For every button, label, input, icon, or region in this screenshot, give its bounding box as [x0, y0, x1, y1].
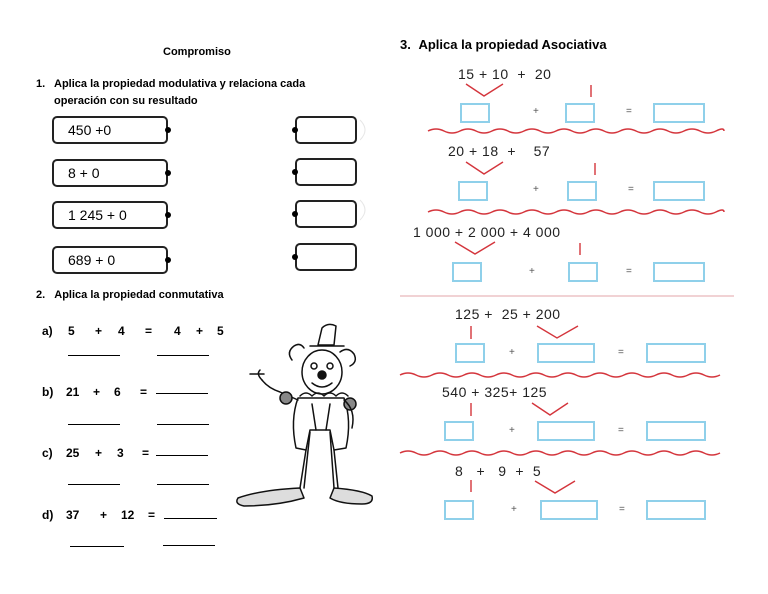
- equals-sign: =: [145, 324, 153, 338]
- answer-box[interactable]: [646, 421, 706, 441]
- answer-box[interactable]: [653, 181, 705, 201]
- plus-sign: +: [93, 385, 101, 399]
- associative-expression: 15 + 10 + 20: [458, 66, 552, 82]
- addend: 4: [174, 324, 181, 338]
- addend: 5: [68, 324, 75, 338]
- addend: 37: [66, 508, 80, 522]
- answer-box[interactable]: [458, 181, 488, 201]
- section2-number: 2.: [36, 289, 46, 301]
- operation-box: 689 + 0: [52, 246, 168, 274]
- operation-box: 8 + 0: [52, 159, 168, 187]
- operation-box: 1 245 + 0: [52, 201, 168, 229]
- equals-sign: =: [626, 106, 632, 117]
- plus-sign: +: [95, 324, 103, 338]
- plus-sign: +: [533, 184, 539, 195]
- equals-sign: =: [626, 266, 632, 277]
- equals-sign: =: [142, 446, 150, 460]
- equals-sign: =: [140, 385, 148, 399]
- associative-expression: 1 000 + 2 000 + 4 000: [413, 224, 561, 240]
- equals-sign: =: [628, 184, 634, 195]
- answer-box[interactable]: [455, 343, 485, 363]
- addend: 25: [66, 446, 80, 460]
- answer-box[interactable]: [537, 421, 595, 441]
- plus-sign: +: [529, 266, 535, 277]
- section3-title: Aplica la propiedad Asociativa: [418, 37, 607, 52]
- answer-box[interactable]: [452, 262, 482, 282]
- equals-sign: =: [618, 347, 624, 358]
- equals-sign: =: [618, 425, 624, 436]
- answer-box[interactable]: [444, 421, 474, 441]
- addend: 3: [117, 446, 124, 460]
- answer-box[interactable]: [565, 103, 595, 123]
- addend: 4: [118, 324, 125, 338]
- item-label: c): [42, 446, 53, 460]
- section3-number: 3.: [400, 37, 411, 52]
- item-label: a): [42, 324, 53, 338]
- worksheet-title: Compromiso: [163, 46, 231, 58]
- answer-box[interactable]: [646, 500, 706, 520]
- answer-box[interactable]: [653, 103, 705, 123]
- section1-line1: Aplica la propiedad modulativa y relaciona cada: [54, 78, 306, 90]
- addend: 5: [217, 324, 224, 338]
- addend: 21: [66, 385, 80, 399]
- plus-sign: +: [100, 508, 108, 522]
- section3-instruction: [400, 37, 607, 52]
- plus-sign: +: [196, 324, 204, 338]
- associative-expression: 540 + 325+ 125: [442, 384, 548, 400]
- equals-sign: =: [619, 504, 625, 515]
- section1-line2: operación con su resultado: [54, 95, 198, 107]
- plus-sign: +: [511, 504, 517, 515]
- answer-box[interactable]: [653, 262, 705, 282]
- answer-box[interactable]: [568, 262, 598, 282]
- answer-box[interactable]: [537, 343, 595, 363]
- section1-number: 1.: [36, 78, 46, 90]
- answer-box[interactable]: [540, 500, 598, 520]
- associative-expression: 8 + 9 + 5: [455, 463, 542, 479]
- associative-expression: 125 + 25 + 200: [455, 306, 561, 322]
- section2-title: Aplica la propiedad conmutativa: [54, 289, 224, 301]
- answer-box[interactable]: [646, 343, 706, 363]
- addend: 12: [121, 508, 135, 522]
- answer-box[interactable]: [567, 181, 597, 201]
- operation-box: 450 +0: [52, 116, 168, 144]
- associative-expression: 20 + 18 + 57: [448, 143, 551, 159]
- item-label: b): [42, 385, 54, 399]
- addend: 6: [114, 385, 121, 399]
- answer-box[interactable]: [444, 500, 474, 520]
- plus-sign: +: [509, 347, 515, 358]
- plus-sign: +: [533, 106, 539, 117]
- plus-sign: +: [509, 425, 515, 436]
- equals-sign: =: [148, 508, 156, 522]
- plus-sign: +: [95, 446, 103, 460]
- answer-box[interactable]: [460, 103, 490, 123]
- item-label: d): [42, 508, 54, 522]
